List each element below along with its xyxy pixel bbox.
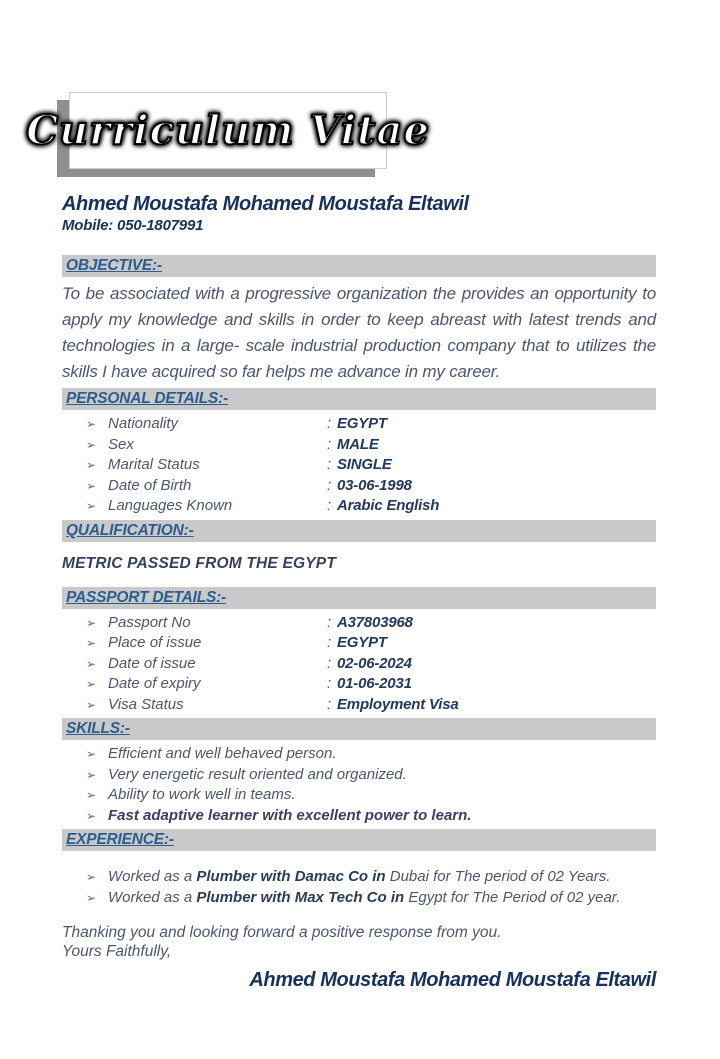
arrow-bullet-icon: ➢ (86, 808, 97, 823)
detail-row (62, 435, 656, 456)
detail-label: Sex (108, 435, 134, 453)
arrow-bullet-icon: ➢ (86, 870, 97, 884)
skill-item (62, 765, 656, 786)
skill-text: Ability to work well in teams. (108, 786, 296, 803)
detail-row (62, 455, 656, 476)
detail-colon: : (327, 695, 332, 713)
detail-label: Date of issue (108, 654, 196, 672)
skill-item (62, 744, 656, 765)
detail-value: EGYPT (337, 634, 387, 651)
closing-line: Yours Faithfully, (62, 943, 172, 960)
arrow-bullet-icon: ➢ (86, 677, 97, 691)
section-heading-experience: EXPERIENCE:- (62, 829, 656, 851)
section-heading-passport-details: PASSPORT DETAILS:- (62, 587, 656, 609)
skill-text: Very energetic result oriented and organized. (108, 765, 407, 783)
detail-row (62, 496, 656, 517)
experience-text: Worked as a Plumber with Damac Co in Dubai for The period of 02 Years. (108, 868, 611, 885)
detail-value: 01-06-2031 (337, 675, 412, 692)
arrow-bullet-icon: ➢ (86, 417, 97, 431)
arrow-bullet-icon: ➢ (86, 458, 97, 472)
detail-value: Arabic English (337, 497, 440, 514)
detail-label: Place of issue (108, 634, 202, 651)
objective-paragraph: To be associated with a progressive organization the provides an opportunity to apply my knowledge and skills in order to keep abreast with latest trends and technologies in a large- scale industrial production company that to utilizes the skills I have acquired so far helps me advance in my career. (62, 284, 656, 381)
detail-value: EGYPT (337, 415, 387, 432)
skill-text: Fast adaptive learner with excellent power to learn. (108, 806, 472, 824)
skill-item (62, 806, 656, 827)
arrow-bullet-icon: ➢ (86, 499, 97, 513)
detail-colon: : (327, 654, 332, 672)
detail-row (62, 476, 656, 497)
detail-colon: : (327, 456, 332, 473)
detail-value: Employment Visa (337, 695, 459, 713)
detail-label: Date of Birth (108, 476, 192, 494)
detail-value: 03-06-1998 (337, 476, 412, 494)
detail-colon: : (327, 634, 332, 651)
arrow-bullet-icon: ➢ (86, 697, 97, 712)
arrow-bullet-icon: ➢ (86, 636, 97, 650)
detail-value: A37803968 (337, 613, 413, 631)
experience-text: Worked as a Plumber with Max Tech Co in Egypt for The Period of 02 year. (108, 888, 621, 906)
detail-value: MALE (337, 435, 379, 453)
detail-label: Marital Status (108, 456, 200, 473)
detail-label: Passport No (108, 613, 191, 631)
arrow-bullet-icon: ➢ (86, 788, 97, 802)
qualification-text: METRIC PASSED FROM THE EGYPT (62, 554, 336, 572)
closing-block (62, 923, 656, 961)
skill-item (62, 785, 656, 806)
detail-colon: : (327, 497, 332, 514)
skill-text: Efficient and well behaved person. (108, 745, 337, 762)
passport-details-list (62, 609, 656, 719)
mobile-number: Mobile: 050-1807991 (62, 217, 204, 234)
experience-company-bold: Plumber with Damac Co in (196, 868, 386, 885)
detail-colon: : (327, 415, 332, 432)
experience-item (62, 888, 656, 909)
signature-name: Ahmed Moustafa Mohamed Moustafa Eltawil (249, 969, 656, 991)
detail-label: Visa Status (108, 695, 184, 713)
experience-item (62, 867, 656, 888)
arrow-bullet-icon: ➢ (86, 767, 97, 782)
closing-line: Thanking you and looking forward a positive response from you. (62, 924, 502, 941)
detail-label: Nationality (108, 415, 179, 432)
skills-list (62, 740, 656, 829)
arrow-bullet-icon: ➢ (86, 890, 97, 905)
experience-list (62, 851, 656, 908)
arrow-bullet-icon: ➢ (86, 478, 97, 493)
detail-label: Languages Known (108, 497, 233, 514)
detail-row (62, 674, 656, 695)
candidate-name: Ahmed Moustafa Mohamed Moustafa Eltawil (62, 193, 469, 215)
detail-colon: : (327, 435, 332, 453)
section-heading-personal-details: PERSONAL DETAILS:- (62, 388, 656, 410)
detail-label: Date of expiry (108, 675, 201, 692)
detail-row (62, 414, 656, 435)
section-heading-objective: OBJECTIVE:- (62, 255, 656, 277)
detail-colon: : (327, 613, 332, 631)
detail-row (62, 613, 656, 634)
detail-colon: : (327, 476, 332, 494)
personal-details-list (62, 410, 656, 520)
arrow-bullet-icon: ➢ (86, 615, 97, 630)
curriculum-vitae-banner (26, 92, 430, 169)
curriculum-vitae-script-text: Curriculum Vitae (26, 107, 430, 154)
detail-value: SINGLE (337, 456, 392, 473)
section-heading-skills: SKILLS:- (62, 718, 656, 740)
experience-company-bold: Plumber with Max Tech Co in (196, 888, 405, 906)
arrow-bullet-icon: ➢ (86, 747, 97, 761)
detail-colon: : (327, 675, 332, 692)
detail-value: 02-06-2024 (337, 654, 412, 672)
arrow-bullet-icon: ➢ (86, 656, 97, 671)
detail-row (62, 654, 656, 675)
arrow-bullet-icon: ➢ (86, 437, 97, 452)
section-heading-qualification: QUALIFICATION:- (62, 520, 656, 542)
detail-row (62, 633, 656, 654)
detail-row (62, 695, 656, 716)
